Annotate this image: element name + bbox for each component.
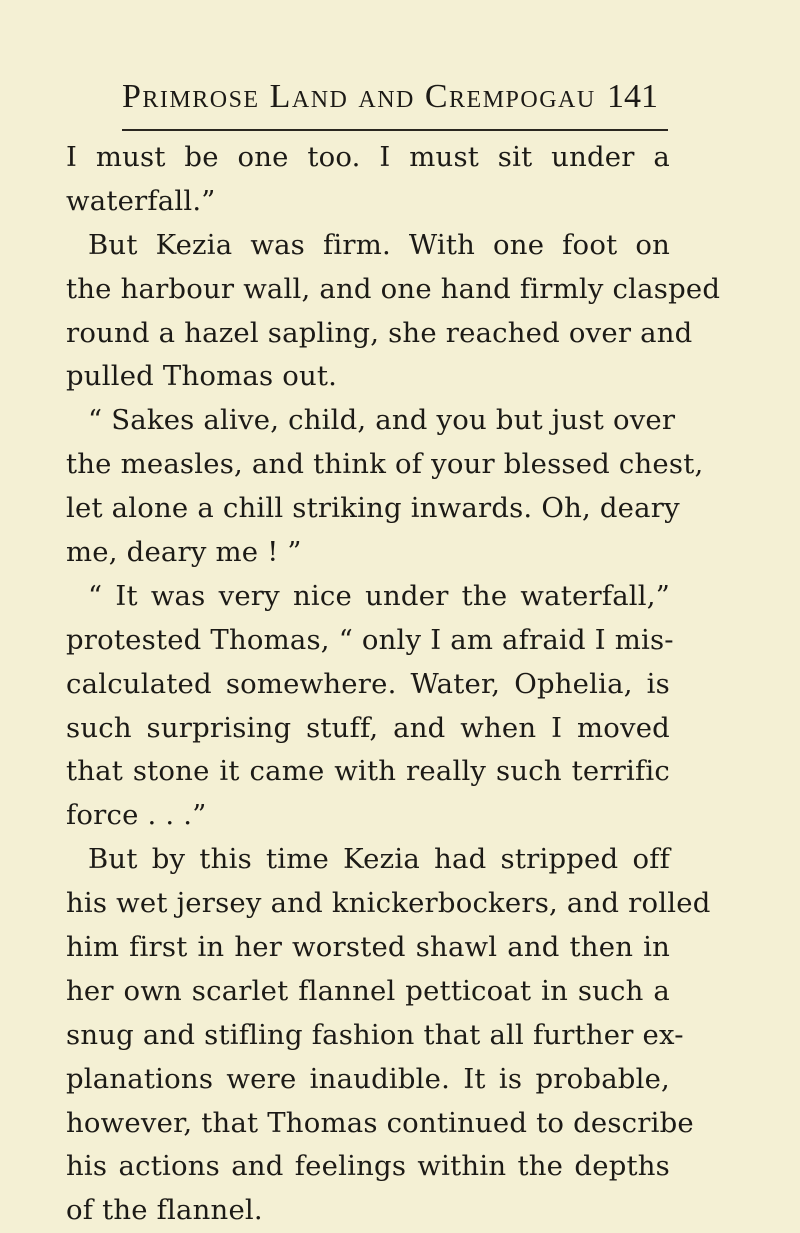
text-line: calculated somewhere. Water, Ophelia, is	[66, 667, 670, 700]
text-line: that stone it came with really such terrific	[66, 755, 670, 788]
text-line: me, deary me ! ”	[66, 536, 302, 569]
text-line: snug and stifling fashion that all further ex-	[66, 1018, 684, 1051]
chapter-title: Primrose Land and Crempogau	[122, 78, 596, 115]
text-line: him first in her worsted shawl and then in	[66, 931, 670, 964]
text-line: waterfall.”	[66, 184, 216, 217]
text-line: But Kezia was firm. With one foot on	[88, 228, 670, 261]
text-line: such surprising stuff, and when I moved	[66, 711, 670, 744]
text-line: the measles, and think of your blessed chest,	[66, 448, 704, 481]
text-line: of the flannel.	[66, 1194, 263, 1227]
text-line: her own scarlet flannel petticoat in such a	[66, 974, 670, 1007]
text-line: force . . .”	[66, 799, 207, 832]
page-number: 141	[607, 78, 658, 115]
text-line: I must be one too. I must sit under a	[66, 141, 670, 173]
header-rule	[122, 129, 668, 131]
text-line: the harbour wall, and one hand firmly clasped	[66, 272, 721, 305]
text-line: But by this time Kezia had stripped off	[88, 843, 670, 876]
text-line: his wet jersey and knickerbockers, and rolled	[66, 887, 711, 920]
text-line: “ Sakes alive, child, and you but just over	[88, 404, 676, 437]
text-line: round a hazel sapling, she reached over and	[66, 316, 693, 349]
text-line: pulled Thomas out.	[66, 360, 338, 393]
body-text	[66, 136, 721, 1233]
text-line: let alone a chill striking inwards. Oh, deary	[66, 492, 680, 525]
text-line: his actions and feelings within the depths	[66, 1150, 670, 1183]
text-line: however, that Thomas continued to describe	[66, 1106, 694, 1139]
running-head	[122, 78, 658, 118]
text-line: protested Thomas, “ only I am afraid I mis-	[66, 623, 674, 656]
text-line: planations were inaudible. It is probable,	[66, 1062, 670, 1095]
text-line: “ It was very nice under the waterfall,”	[88, 579, 670, 612]
